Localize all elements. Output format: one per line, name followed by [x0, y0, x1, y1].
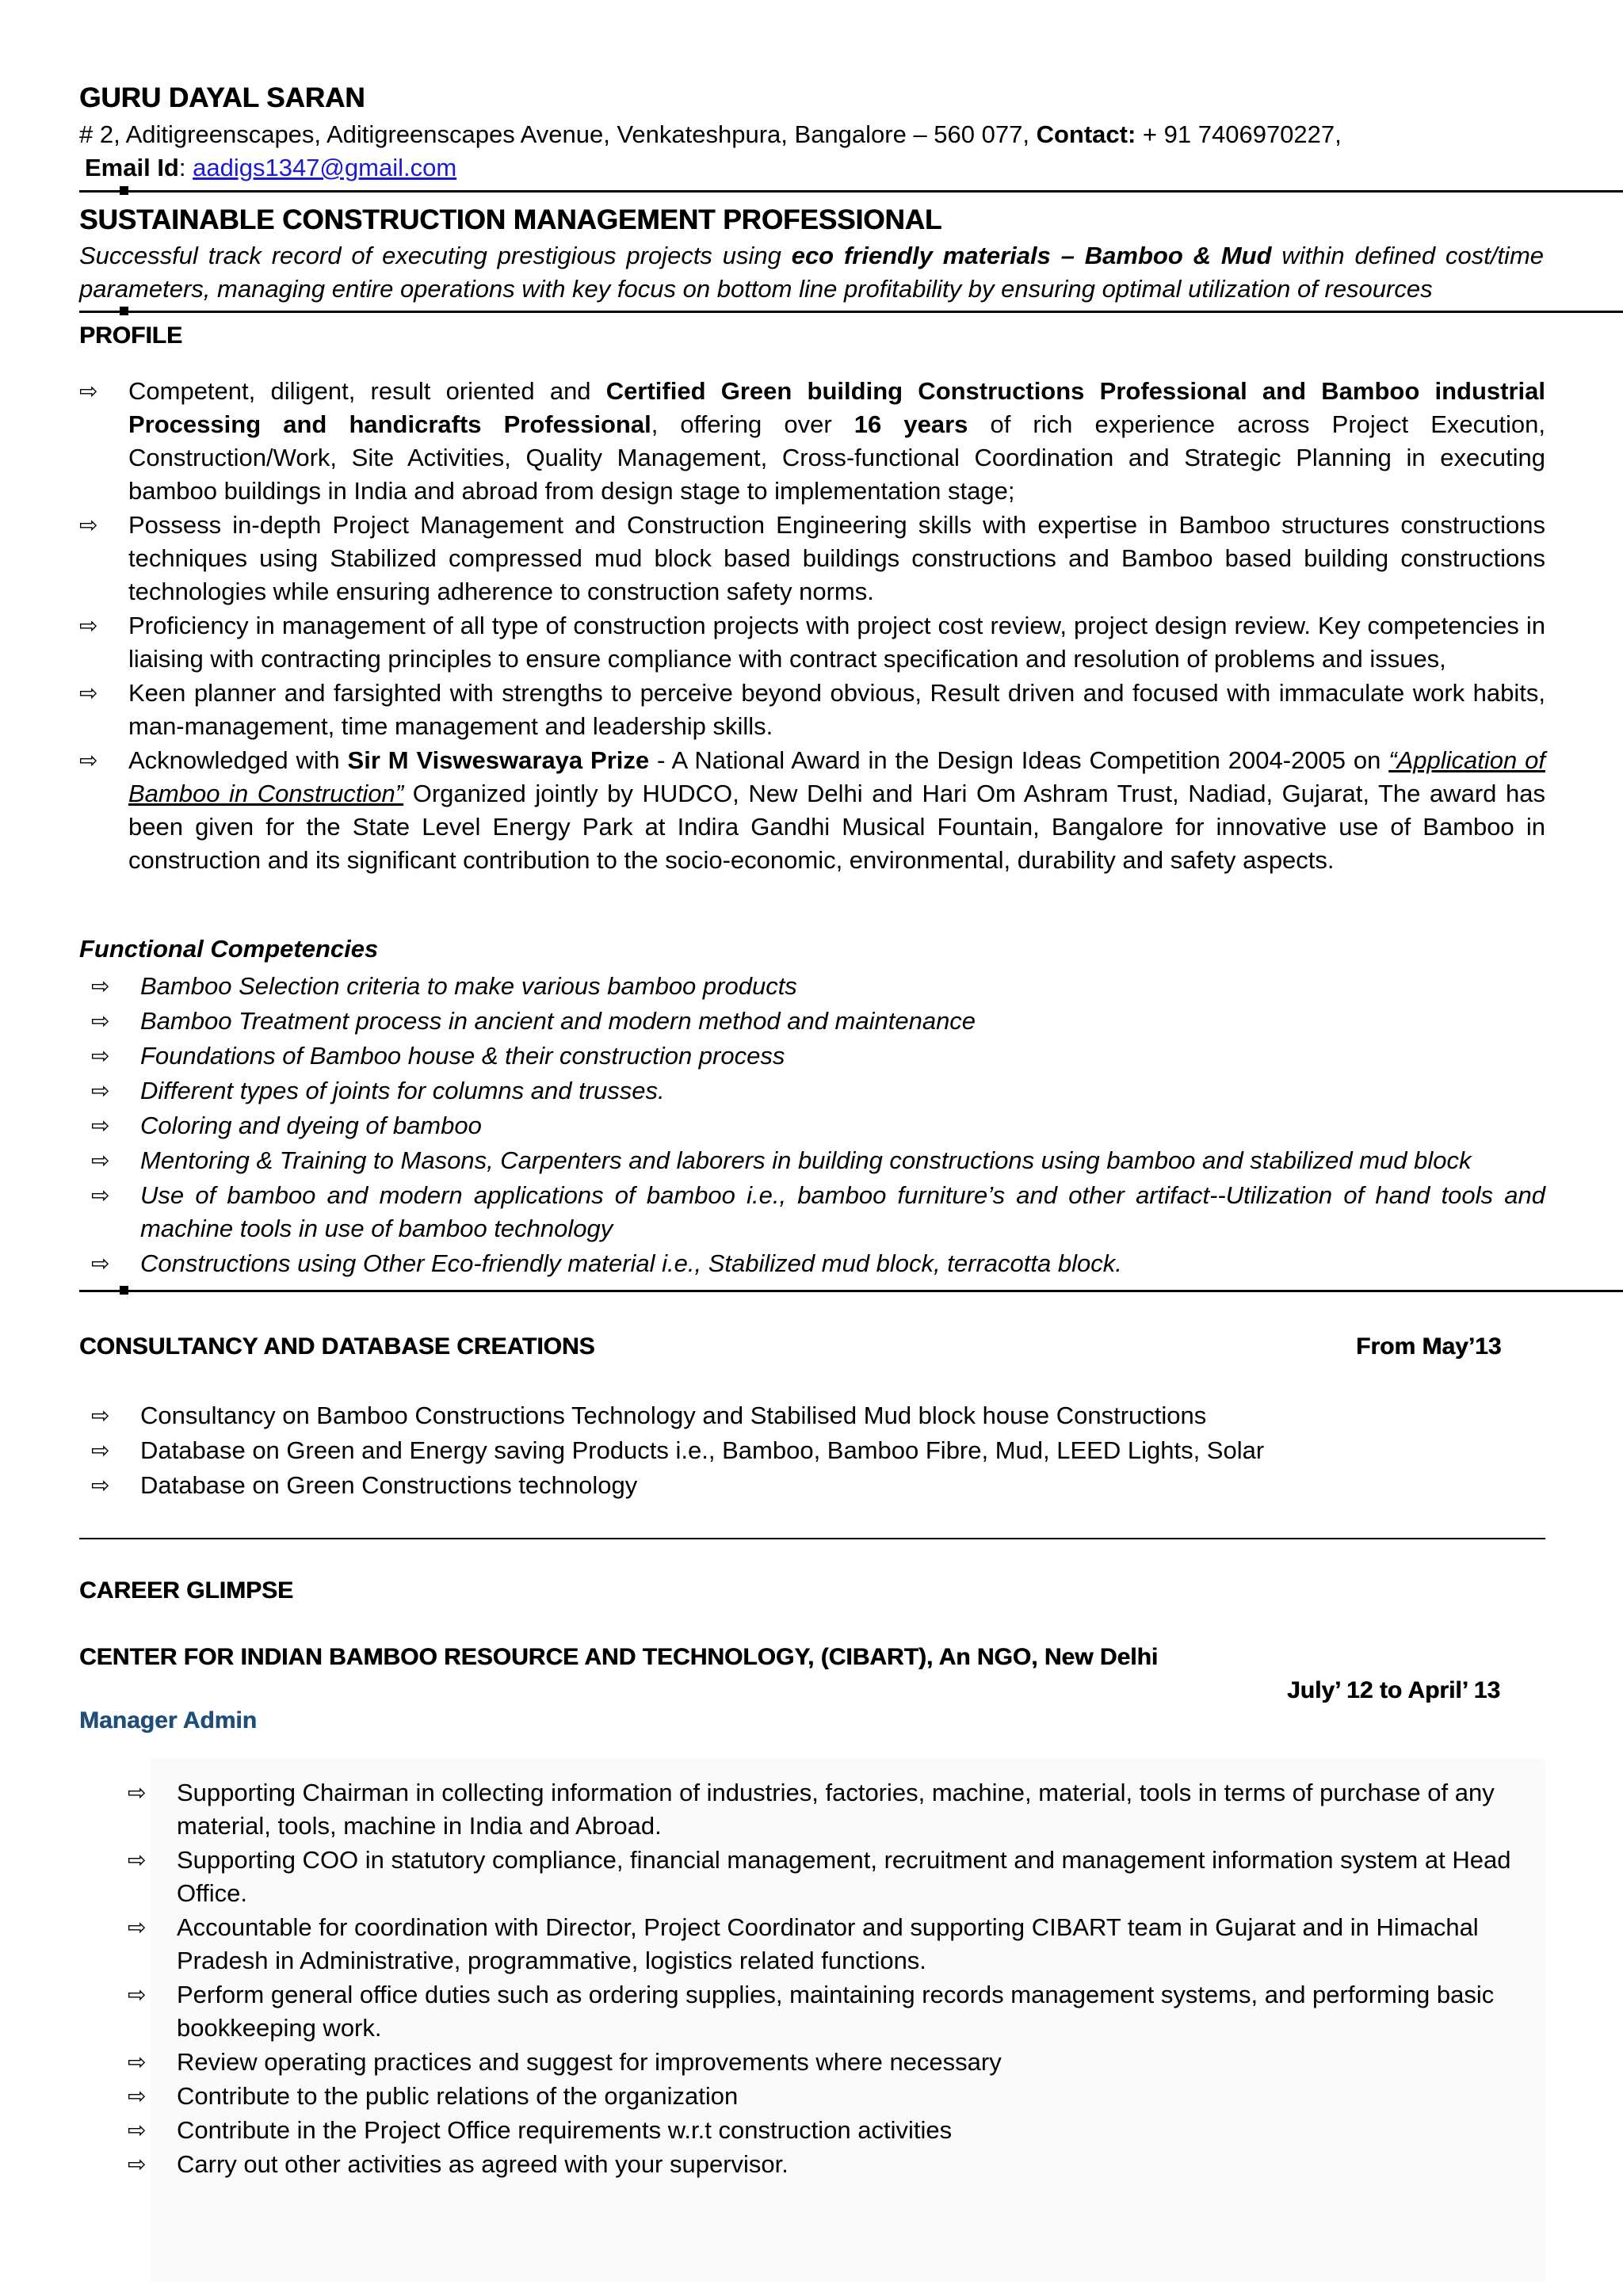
consultancy-divider [79, 1538, 1545, 1539]
list-item-text: Bamboo Treatment process in ancient and modern method and maintenance [140, 1007, 976, 1035]
arrow-right-outline-icon: ⇨ [128, 2084, 147, 2108]
experience-years: 16 years [854, 410, 968, 438]
arrow-right-outline-icon: ⇨ [79, 613, 98, 638]
arrow-right-outline-icon: ⇨ [91, 1251, 110, 1276]
list-item-text: Consultancy on Bamboo Constructions Technology and Stabilised Mud block house Constructions [140, 1402, 1207, 1429]
list-item-text: Database on Green Constructions technology [140, 1471, 638, 1499]
summary-post: within defined cost/time parameters, managing entire operations with key focus on bottom line profitability by ensuring optimal utilization of resources [79, 242, 1545, 303]
list-item [79, 1434, 1545, 1467]
list-item-text: Accountable for coordination with Director, Project Coordinator and supporting CIBART team in Gujarat and in Himachal Pradesh in Administrative, programmative, logistics related functions. [177, 1913, 1479, 1974]
list-item [79, 2114, 1545, 2147]
arrow-right-outline-icon: ⇨ [128, 2050, 147, 2074]
functional-divider [79, 1290, 1623, 1292]
profile-heading: PROFILE [79, 322, 183, 349]
responsibility-list [79, 1776, 1545, 2182]
consultancy-list [79, 1399, 1545, 1504]
arrow-right-outline-icon: ⇨ [91, 1473, 110, 1497]
candidate-name: GURU DAYAL SARAN [79, 82, 365, 113]
arrow-right-outline-icon: ⇨ [128, 1982, 147, 2007]
list-item [79, 1179, 1545, 1245]
list-item [79, 1039, 1545, 1073]
organization-name: CENTER FOR INDIAN BAMBOO RESOURCE AND TECHNOLOGY, (CIBART), An NGO, New Delhi [79, 1644, 1159, 1670]
list-item [79, 2046, 1545, 2079]
email-line [85, 154, 456, 182]
professional-title: SUSTAINABLE CONSTRUCTION MANAGEMENT PROFESSIONAL [79, 204, 942, 235]
list-item [79, 1469, 1545, 1502]
list-item [79, 744, 1545, 877]
list-item [79, 677, 1545, 743]
list-item [79, 1776, 1545, 1843]
arrow-right-outline-icon: ⇨ [91, 1403, 110, 1428]
list-item [79, 1399, 1545, 1432]
list-item [79, 1247, 1545, 1280]
role-title: Manager Admin [79, 1707, 257, 1733]
list-item-text: Carry out other activities as agreed with your supervisor. [177, 2150, 789, 2178]
list-item [79, 1911, 1545, 1978]
profile-text: - A National Award in the Design Ideas Competition 2004-2005 on [649, 746, 1389, 774]
arrow-right-outline-icon: ⇨ [91, 1183, 110, 1207]
arrow-right-outline-icon: ⇨ [91, 1113, 110, 1138]
list-item [79, 1978, 1545, 2045]
arrow-right-outline-icon: ⇨ [91, 1148, 110, 1173]
list-item-text: Bamboo Selection criteria to make various bamboo products [140, 972, 797, 1000]
arrow-right-outline-icon: ⇨ [79, 681, 98, 705]
address-text: # 2, Aditigreenscapes, Aditigreenscapes Avenue, Venkateshpura, Bangalore – 560 077, [79, 120, 1037, 148]
list-item-text: Different types of joints for columns and trusses. [140, 1077, 665, 1104]
career-heading: CAREER GLIMPSE [79, 1577, 294, 1604]
arrow-right-outline-icon: ⇨ [128, 2118, 147, 2142]
list-item [79, 2148, 1545, 2181]
profile-text: Competent, diligent, result oriented and [128, 377, 606, 405]
list-item-text: Mentoring & Training to Masons, Carpenters and laborers in building constructions using bamboo and stabilized mud block [140, 1146, 1472, 1174]
contact-value: + 91 7406970227, [1136, 120, 1342, 148]
arrow-right-outline-icon: ⇨ [128, 2152, 147, 2176]
award-topic: “Application of Bamboo in Construction” [128, 746, 1545, 807]
list-item [79, 509, 1545, 608]
list-item [79, 1109, 1545, 1142]
professional-summary [79, 239, 1544, 306]
header-divider [79, 190, 1623, 193]
arrow-right-outline-icon: ⇨ [128, 1915, 147, 1939]
profile-text: of rich experience across Project Execution, Construction/Work, Site Activities, Quality Management, Cross-functional Coordination and Strategic Planning in executing bamboo buildings in India and abroad from design stage to implementation stage; [128, 410, 1545, 505]
contact-label: Contact: [1036, 120, 1136, 148]
consultancy-heading: CONSULTANCY AND DATABASE CREATIONS [79, 1333, 595, 1360]
list-item-text: Contribute to the public relations of the organization [177, 2082, 739, 2110]
summary-pre: Successful track record of executing prestigious projects using [79, 242, 792, 269]
list-item-text: Contribute in the Project Office requirements w.r.t construction activities [177, 2116, 953, 2144]
list-item [79, 375, 1545, 508]
profile-list [79, 375, 1545, 878]
list-item-text: Review operating practices and suggest for improvements where necessary [177, 2048, 1002, 2076]
career-date: July’ 12 to April’ 13 [1287, 1677, 1501, 1703]
list-item-text: Coloring and dyeing of bamboo [140, 1112, 482, 1139]
list-item-text: Supporting COO in statutory compliance, financial management, recruitment and management information system at Head Office. [177, 1846, 1511, 1907]
list-item-text: Supporting Chairman in collecting information of industries, factories, machine, material, tools in terms of purchase of any material, tools, machine in India and Abroad. [177, 1779, 1495, 1840]
functional-list [79, 970, 1545, 1282]
arrow-right-outline-icon: ⇨ [128, 1848, 147, 1872]
list-item-text: Perform general office duties such as ordering supplies, maintaining records management systems, and performing basic bookkeeping work. [177, 1981, 1495, 2042]
list-item [79, 609, 1545, 676]
list-item-text: Constructions using Other Eco-friendly material i.e., Stabilized mud block, terracotta block. [140, 1249, 1122, 1277]
arrow-right-outline-icon: ⇨ [79, 748, 98, 772]
profile-text: Proficiency in management of all type of construction projects with project cost review, project design review. Key competencies in liaising with contracting principles to ensure compliance with contract specification and resolution of problems and issues, [128, 612, 1545, 673]
profile-text: Organized jointly by HUDCO, New Delhi and Hari Om Ashram Trust, Nadiad, Gujarat, The award has been given for the State Level Energy Park at Indira Gandhi Musical Fountain, Bangalore for innovative use of Bamboo in construction and its significant contribution to the socio-economic, environmental, durability and safety aspects. [128, 780, 1545, 874]
arrow-right-outline-icon: ⇨ [79, 513, 98, 537]
list-item [79, 1005, 1545, 1038]
arrow-right-outline-icon: ⇨ [79, 379, 98, 403]
divider-marker [120, 1286, 128, 1295]
divider-marker [120, 186, 128, 195]
list-item [79, 1144, 1545, 1177]
award-name: Sir M Visweswaraya Prize [347, 746, 650, 774]
list-item [79, 1074, 1545, 1108]
profile-text: Acknowledged with [128, 746, 348, 774]
email-separator: : [178, 154, 193, 181]
list-item [79, 1844, 1545, 1910]
email-link[interactable]: aadigs1347@gmail.com [193, 154, 457, 181]
summary-highlight: eco friendly materials – Bamboo & Mud [791, 242, 1272, 269]
arrow-right-outline-icon: ⇨ [91, 1078, 110, 1103]
summary-divider [79, 311, 1623, 313]
list-item [79, 970, 1545, 1003]
arrow-right-outline-icon: ⇨ [128, 1780, 147, 1805]
consultancy-date: From May’13 [1356, 1333, 1502, 1360]
profile-text: , offering over [651, 410, 854, 438]
arrow-right-outline-icon: ⇨ [91, 1009, 110, 1033]
profile-bold: Certified Green building Constructions Professional and Bamboo industrial Processing and handicrafts Professional [128, 377, 1545, 438]
address-line [79, 120, 1342, 149]
profile-text: Keen planner and farsighted with strengths to perceive beyond obvious, Result driven and focused with immaculate work habits, man-management, time management and leadership skills. [128, 679, 1545, 740]
list-item-text: Database on Green and Energy saving Products i.e., Bamboo, Bamboo Fibre, Mud, LEED Lights, Solar [140, 1436, 1265, 1464]
list-item [79, 2080, 1545, 2113]
email-label: Email Id [85, 154, 179, 181]
list-item-text: Use of bamboo and modern applications of bamboo i.e., bamboo furniture’s and other artifact--Utilization of hand tools and machine tools in use of bamboo technology [140, 1181, 1545, 1242]
arrow-right-outline-icon: ⇨ [91, 1043, 110, 1068]
profile-text: Possess in-depth Project Management and Construction Engineering skills with expertise in Bamboo structures constructions techniques using Stabilized compressed mud block based buildings constructions and Bamboo based building constructions technologies while ensuring adherence to construction safety norms. [128, 511, 1545, 605]
divider-marker [120, 307, 128, 315]
arrow-right-outline-icon: ⇨ [91, 974, 110, 998]
list-item-text: Foundations of Bamboo house & their construction process [140, 1042, 785, 1070]
arrow-right-outline-icon: ⇨ [91, 1438, 110, 1463]
functional-heading: Functional Competencies [79, 935, 379, 963]
